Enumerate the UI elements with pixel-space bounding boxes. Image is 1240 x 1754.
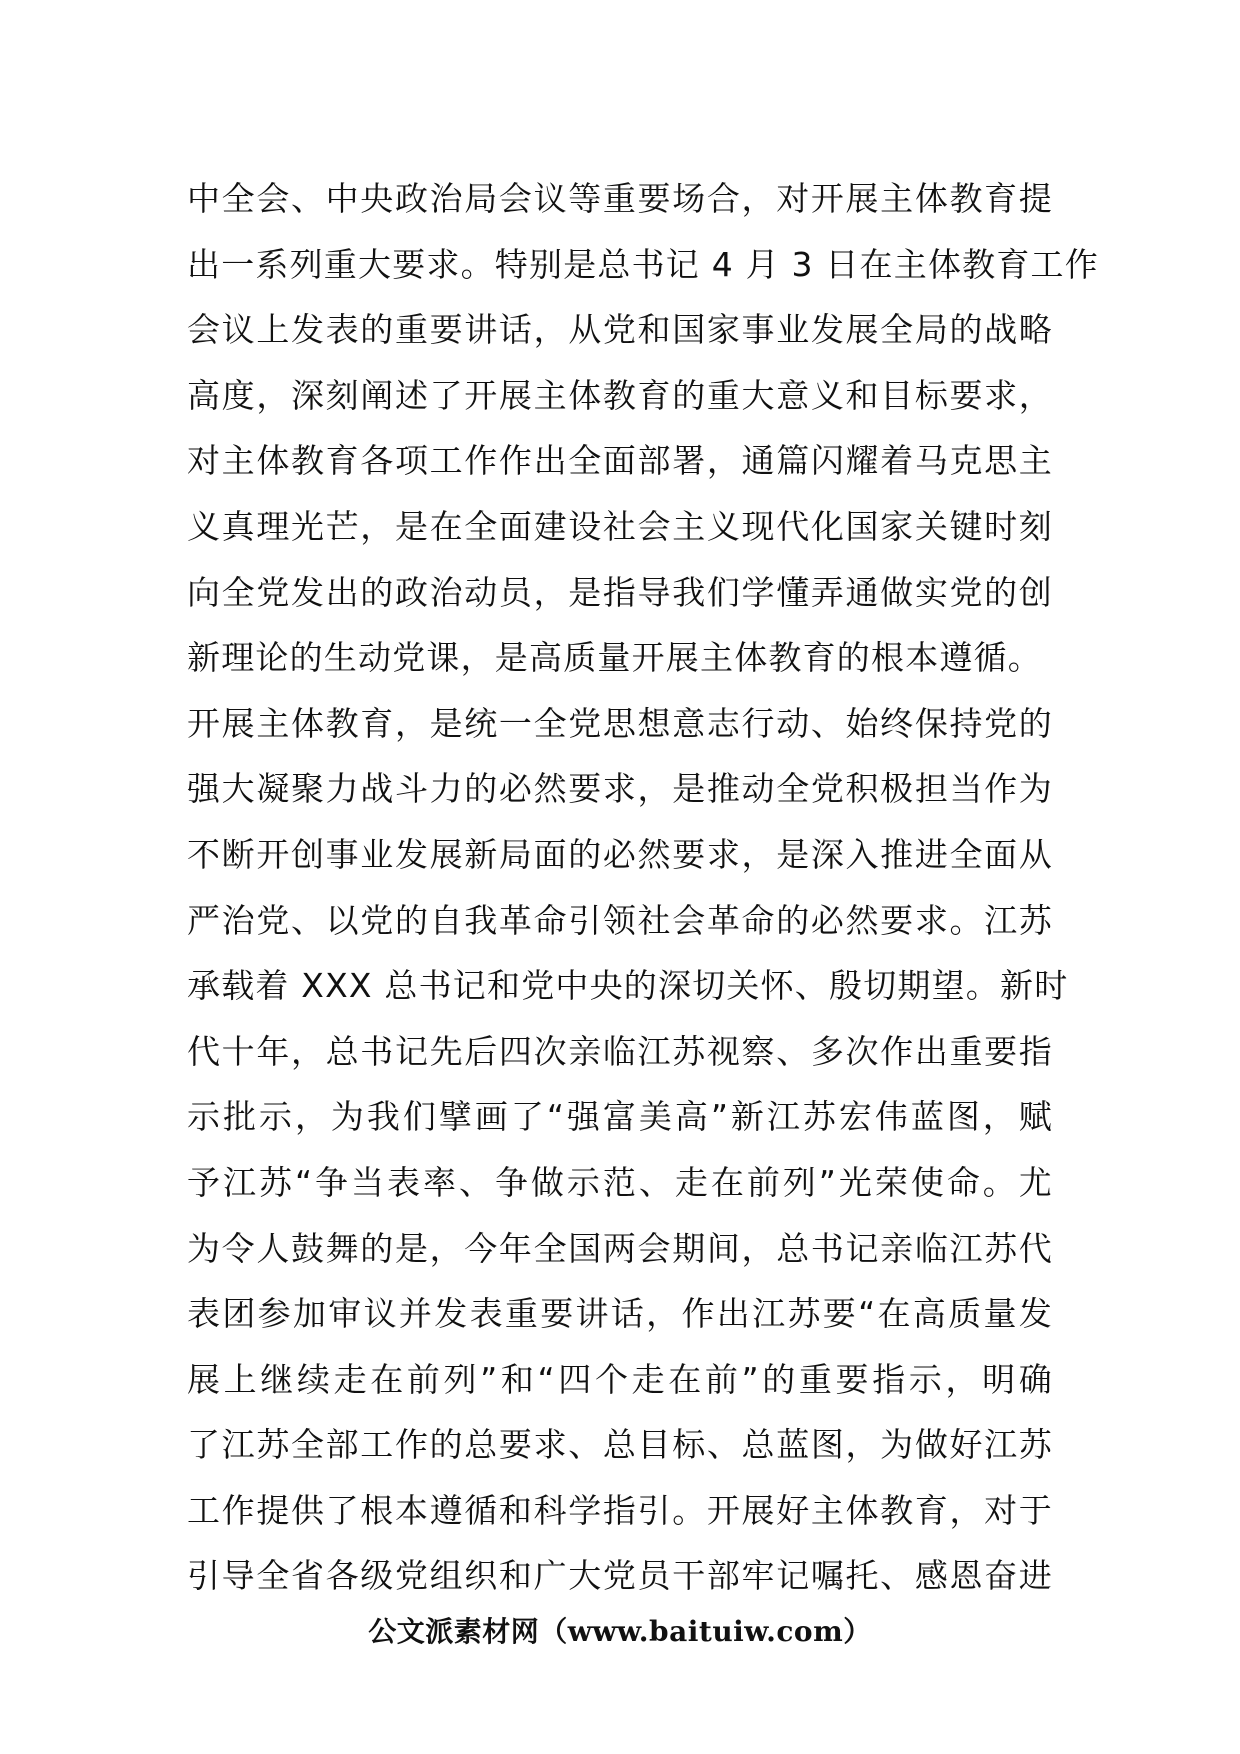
text-line: 高度，深刻阐述了开展主体教育的重大意义和目标要求， <box>187 375 1053 415</box>
text-line: 展上继续走在前列”和“四个走在前”的重要指示，明确 <box>187 1359 1053 1399</box>
text-line: 开展主体教育，是统一全党思想意志行动、始终保持党的 <box>187 703 1053 743</box>
text-line: 为令人鼓舞的是，今年全国两会期间，总书记亲临江苏代 <box>187 1228 1053 1268</box>
text-line: 不断开创事业发展新局面的必然要求，是深入推进全面从 <box>187 834 1053 874</box>
footer-watermark: 公文派素材网（www.baituiw.com） <box>368 1615 872 1648</box>
text-line: 示批示，为我们擘画了“强富美高”新江苏宏伟蓝图，赋 <box>187 1097 1053 1137</box>
text-line: 新理论的生动党课，是高质量开展主体教育的根本遵循。 <box>187 638 1042 678</box>
text-line: 予江苏“争当表率、争做示范、走在前列”光荣使命。尤 <box>187 1162 1053 1202</box>
text-line: 工作提供了根本遵循和科学指引。开展好主体教育，对于 <box>187 1490 1053 1530</box>
text-line: 向全党发出的政治动员，是指导我们学懂弄通做实党的创 <box>187 572 1053 612</box>
text-line: 会议上发表的重要讲话，从党和国家事业发展全局的战略 <box>187 310 1053 350</box>
text-line: 对主体教育各项工作作出全面部署，通篇闪耀着马克思主 <box>187 441 1053 481</box>
text-line: 义真理光芒，是在全面建设社会主义现代化国家关键时刻 <box>187 506 1053 546</box>
text-line: 出一系列重大要求。特别是总书记 4 月 3 日在主体教育工作 <box>187 244 1099 284</box>
body-text <box>187 166 1099 1609</box>
text-line: 了江苏全部工作的总要求、总目标、总蓝图，为做好江苏 <box>187 1425 1053 1465</box>
text-line: 中全会、中央政治局会议等重要场合，对开展主体教育提 <box>187 179 1053 218</box>
text-line: 严治党、以党的自我革命引领社会革命的必然要求。江苏 <box>187 900 1053 940</box>
text-line: 代十年，总书记先后四次亲临江苏视察、多次作出重要指 <box>187 1031 1053 1071</box>
text-line: 表团参加审议并发表重要讲话，作出江苏要“在高质量发 <box>187 1294 1053 1334</box>
text-line: 引导全省各级党组织和广大党员干部牢记嘱托、感恩奋进 <box>187 1556 1053 1596</box>
text-line: 承载着 XXX 总书记和党中央的深切关怀、殷切期望。新时 <box>187 966 1069 1006</box>
text-line: 强大凝聚力战斗力的必然要求，是推动全党积极担当作为 <box>187 769 1053 809</box>
